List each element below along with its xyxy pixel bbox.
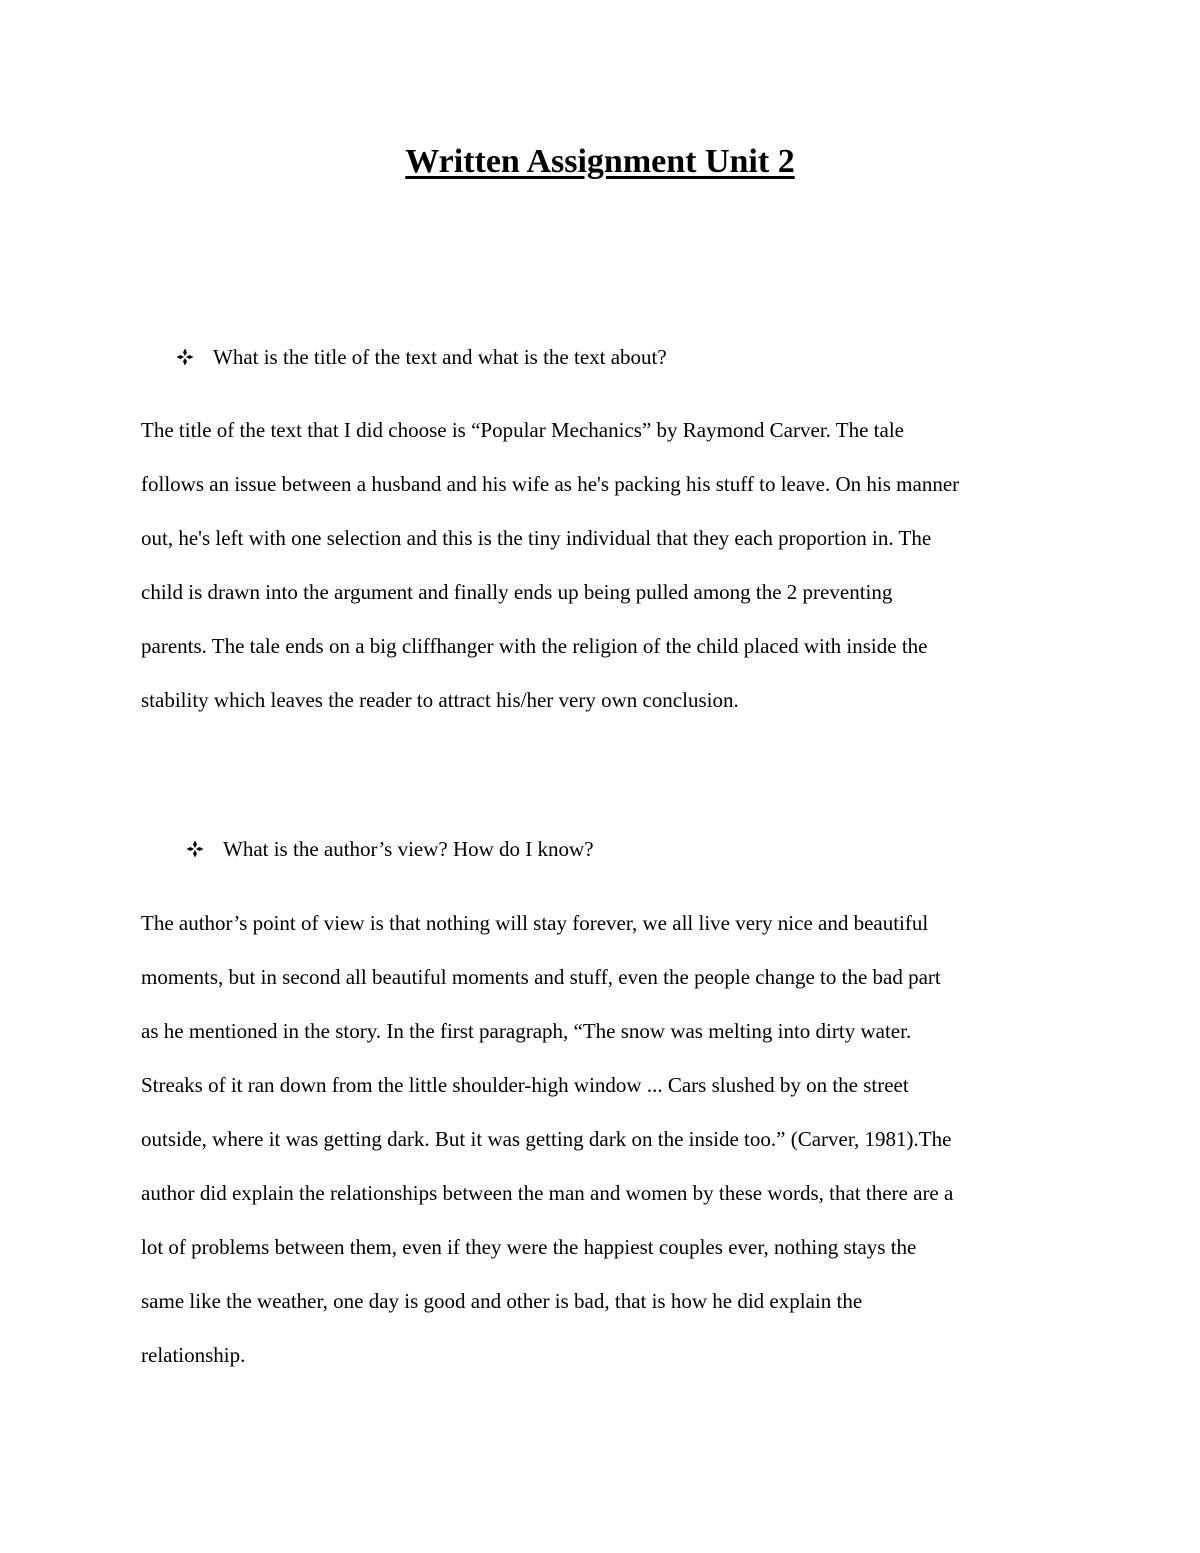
answer-2-paragraph — [141, 908, 1081, 1394]
answer-2-line: The author’s point of view is that nothing will stay forever, we all live very nice and beautiful — [141, 911, 929, 935]
answer-1-line: child is drawn into the argument and finally ends up being pulled among the 2 preventing — [141, 580, 893, 604]
answer-2-line: moments, but in second all beautiful moments and stuff, even the people change to the bad part — [141, 965, 941, 989]
answer-1-line: out, he's left with one selection and this is the tiny individual that they each proportion in. The — [141, 526, 932, 550]
answer-2-line: outside, where it was getting dark. But it was getting dark on the inside too.” (Carver, 1981).The — [141, 1127, 952, 1151]
answer-1-line: follows an issue between a husband and his wife as he's packing his stuff to leave. On his manner — [141, 472, 960, 496]
answer-1-line: The title of the text that I did choose is “Popular Mechanics” by Raymond Carver. The tale — [141, 418, 904, 442]
answer-2-line: as he mentioned in the story. In the first paragraph, “The snow was melting into dirty water. — [141, 1019, 912, 1043]
answer-1-line: parents. The tale ends on a big cliffhanger with the religion of the child placed with inside the — [141, 634, 928, 658]
answer-2-line: Streaks of it ran down from the little shoulder-high window ... Cars slushed by on the street — [141, 1073, 909, 1097]
answer-1-line: stability which leaves the reader to attract his/her very own conclusion. — [141, 688, 739, 712]
answer-2-line: relationship. — [141, 1343, 246, 1367]
question-1 — [176, 342, 667, 372]
question-1-text: What is the title of the text and what is the text about? — [213, 345, 667, 369]
question-2 — [186, 834, 594, 864]
answer-2-line: author did explain the relationships between the man and women by these words, that there are a — [141, 1181, 954, 1205]
document-title: Written Assignment Unit 2 — [405, 143, 795, 180]
answer-1-paragraph — [141, 415, 1081, 739]
question-2-text: What is the author’s view? How do I know? — [223, 837, 594, 861]
four-diamond-bullet-icon — [186, 840, 204, 858]
four-diamond-bullet-icon — [176, 348, 194, 366]
answer-2-line: same like the weather, one day is good and other is bad, that is how he did explain the — [141, 1289, 863, 1313]
answer-2-line: lot of problems between them, even if they were the happiest couples ever, nothing stays the — [141, 1235, 917, 1259]
